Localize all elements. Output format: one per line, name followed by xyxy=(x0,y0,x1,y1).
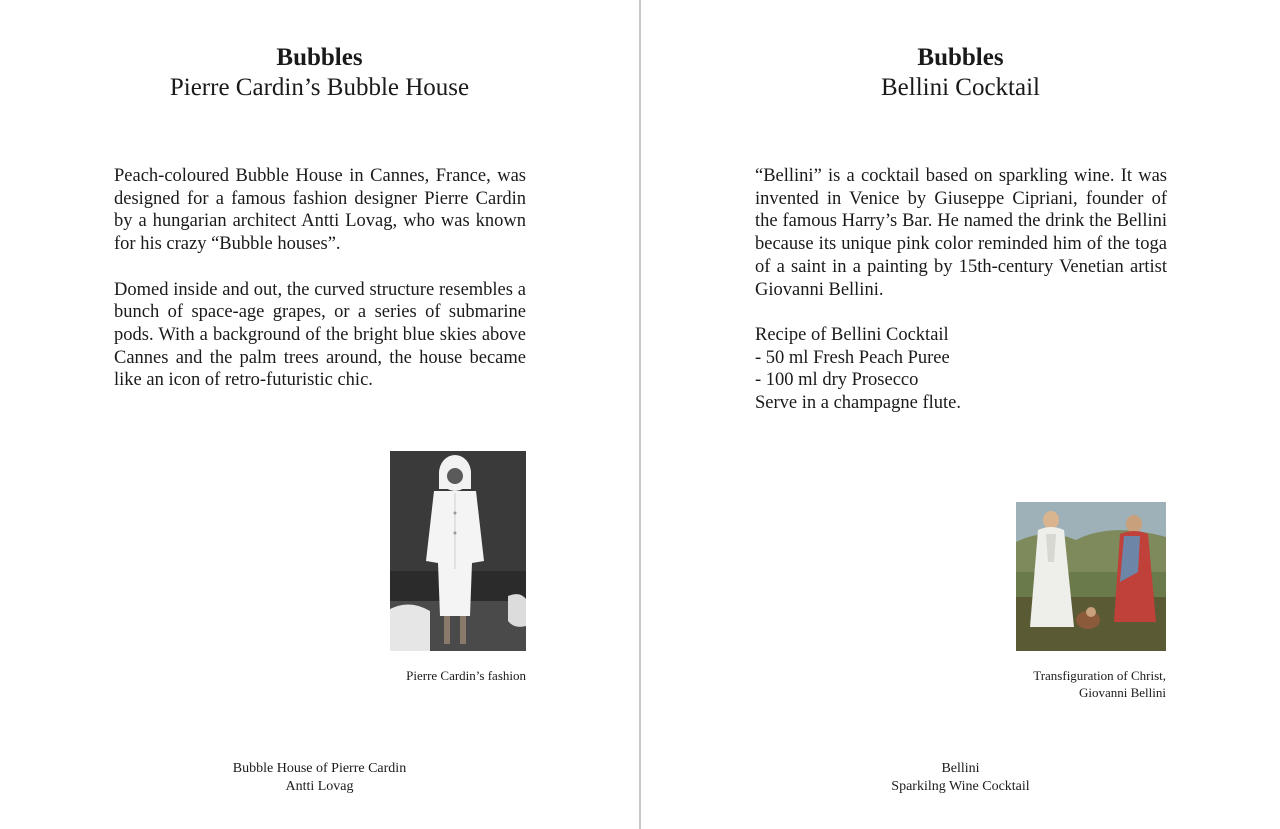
recipe-line: Recipe of Bellini Cocktail xyxy=(755,324,949,345)
fashion-photo xyxy=(390,451,526,651)
recipe-line: Serve in a champagne flute. xyxy=(755,393,961,414)
page-title: Bubbles xyxy=(917,44,1004,71)
paragraph: Peach-coloured Bubble House in Cannes, France, was designed for a famous fashion designer Pierre Cardin by a hungarian architect Antti Lovag, who was known for his crazy “Bubble houses”. xyxy=(114,166,526,255)
paragraph: “Bellini” is a cocktail based on sparkling wine. It was invented in Venice by Giuseppe Cipriani, founder of the famous Harry’s Bar. He named the drink the Bellini because its unique pink color reminded him of the toga of a saint in a painting by 15th-century Venetian artist Giovanni Bellini. xyxy=(755,166,1167,300)
figure-caption: Pierre Cardin’s fashion xyxy=(406,668,526,683)
left-page xyxy=(0,0,639,829)
page-footer xyxy=(0,760,639,796)
page-subtitle: Pierre Cardin’s Bubble House xyxy=(169,74,470,101)
body-text xyxy=(114,165,526,392)
footer-line: Antti Lovag xyxy=(285,779,354,794)
caption-line: Transfiguration of Christ, xyxy=(1033,668,1166,683)
footer-line: Sparkilng Wine Cocktail xyxy=(891,779,1030,794)
body-text xyxy=(755,165,1167,415)
page-subtitle: Bellini Cocktail xyxy=(880,74,1040,101)
paragraph: Domed inside and out, the curved structure resembles a bunch of space-age grapes, or a series of submarine pods. With a background of the bright blue skies above Cannes and the palm trees around, the house became like an icon of retro-futuristic chic. xyxy=(114,279,526,391)
right-page xyxy=(641,0,1280,829)
recipe-line: - 100 ml dry Prosecco xyxy=(755,370,919,391)
recipe xyxy=(755,324,1167,415)
recipe-line: - 50 ml Fresh Peach Puree xyxy=(755,347,950,368)
footer-line: Bubble House of Pierre Cardin xyxy=(232,761,407,776)
figure-caption xyxy=(966,667,1166,701)
page-footer xyxy=(641,760,1280,796)
page-title: Bubbles xyxy=(276,44,363,71)
painting-image xyxy=(1016,502,1166,651)
footer-line: Bellini xyxy=(941,761,980,776)
caption-line: Giovanni Bellini xyxy=(1078,685,1166,700)
